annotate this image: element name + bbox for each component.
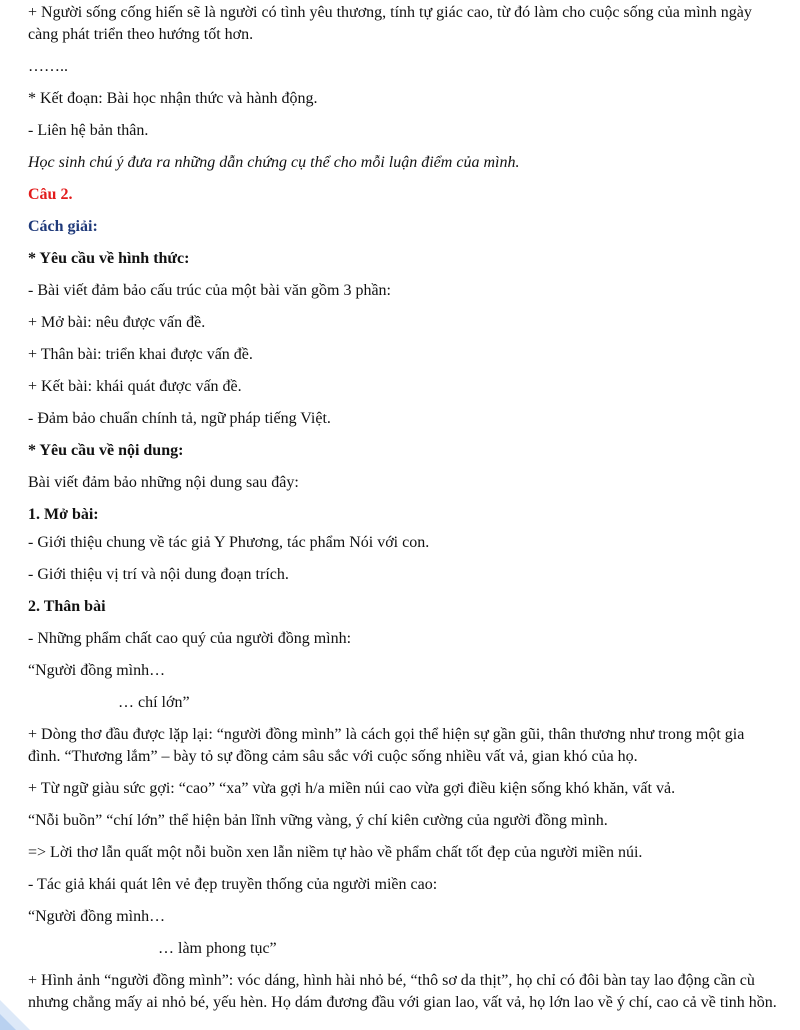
ket-doan-line: * Kết đoạn: Bài học nhận thức và hành động. (28, 90, 318, 107)
corner-decoration (0, 990, 60, 1030)
solution-heading: Cách giải: (28, 218, 98, 235)
section-1-heading: 1. Mở bài: (28, 506, 99, 523)
content-requirements-heading: * Yêu cầu về nội dung: (28, 442, 184, 459)
structure-line: - Bài viết đảm bảo cấu trúc của một bài văn gồm 3 phần: (28, 282, 391, 299)
conclusion-line: + Kết bài: khái quát được vấn đề. (28, 378, 242, 395)
quote-1-start: “Người đồng mình… (28, 662, 166, 679)
quote-2-start: “Người đồng mình… (28, 908, 166, 925)
section-2-heading: 2. Thân bài (28, 598, 106, 615)
paragraph-cong-hien: + Người sống cống hiến sẽ là người có tình yêu thương, tính tự giác cao, từ đó làm cho cuộc sống của mình ngày càng phát triển theo hướng tốt hơn. (28, 4, 752, 43)
qualities-line: - Những phẩm chất cao quý của người đồng mình: (28, 630, 352, 647)
ellipsis-line: …….. (28, 58, 68, 75)
question-2-heading: Câu 2. (28, 186, 73, 203)
form-requirements-heading: * Yêu cầu về hình thức: (28, 250, 190, 267)
paragraph-image: + Hình ảnh “người đồng mình”: vóc dáng, hình hài nhỏ bé, “thô sơ da thịt”, họ chỉ có đôi bàn tay lao động cần cù nhưng chẳng mấy ai nhỏ bé, yếu hèn. Họ dám đương đầu với gian lao, vất vả, họ lớn lao về ý chí, cao cả về tinh hồn. (28, 972, 777, 1011)
paragraph-repetition: + Dòng thơ đầu được lặp lại: “người đồng mình” là cách gọi thể hiện sự gần gũi, thân thương như trong một gia đình. “Thương lắm” – bày tỏ sự đồng cảm sâu sắc với cuộc sống nhiều vất vả, gian khó của họ. (28, 726, 745, 765)
excerpt-intro-line: - Giới thiệu vị trí và nội dung đoạn trích. (28, 566, 289, 583)
spelling-line: - Đảm bảo chuẩn chính tả, ngữ pháp tiếng Việt. (28, 410, 331, 427)
corner-triangle-icon (0, 990, 60, 1030)
tradition-line: - Tác giả khái quát lên vẻ đẹp truyền thống của người miền cao: (28, 876, 438, 893)
note-italic: Học sinh chú ý đưa ra những dẫn chứng cụ thể cho mỗi luận điểm của mình. (28, 154, 520, 171)
quote-1-end: … chí lớn” (118, 694, 190, 711)
paragraph-sadness: “Nỗi buồn” “chí lớn” thể hiện bản lĩnh vững vàng, ý chí kiên cường của người đồng mình. (28, 812, 608, 829)
paragraph-pride: => Lời thơ lẫn quất một nỗi buồn xen lẫn niềm tự hào về phẩm chất tốt đẹp của người miền núi. (28, 844, 643, 861)
body-line: + Thân bài: triển khai được vấn đề. (28, 346, 253, 363)
content-intro-line: Bài viết đảm bảo những nội dung sau đây: (28, 474, 299, 491)
paragraph-evocative-words: + Từ ngữ giàu sức gợi: “cao” “xa” vừa gợi h/a miền núi cao vừa gợi điều kiện sống khó khăn, vất vả. (28, 780, 676, 797)
intro-line: + Mở bài: nêu được vấn đề. (28, 314, 206, 331)
document-content (28, 2, 780, 1014)
quote-2-end: … làm phong tục” (158, 940, 277, 957)
author-intro-line: - Giới thiệu chung về tác giả Y Phương, tác phẩm Nói với con. (28, 534, 430, 551)
lien-he-line: - Liên hệ bản thân. (28, 122, 149, 139)
